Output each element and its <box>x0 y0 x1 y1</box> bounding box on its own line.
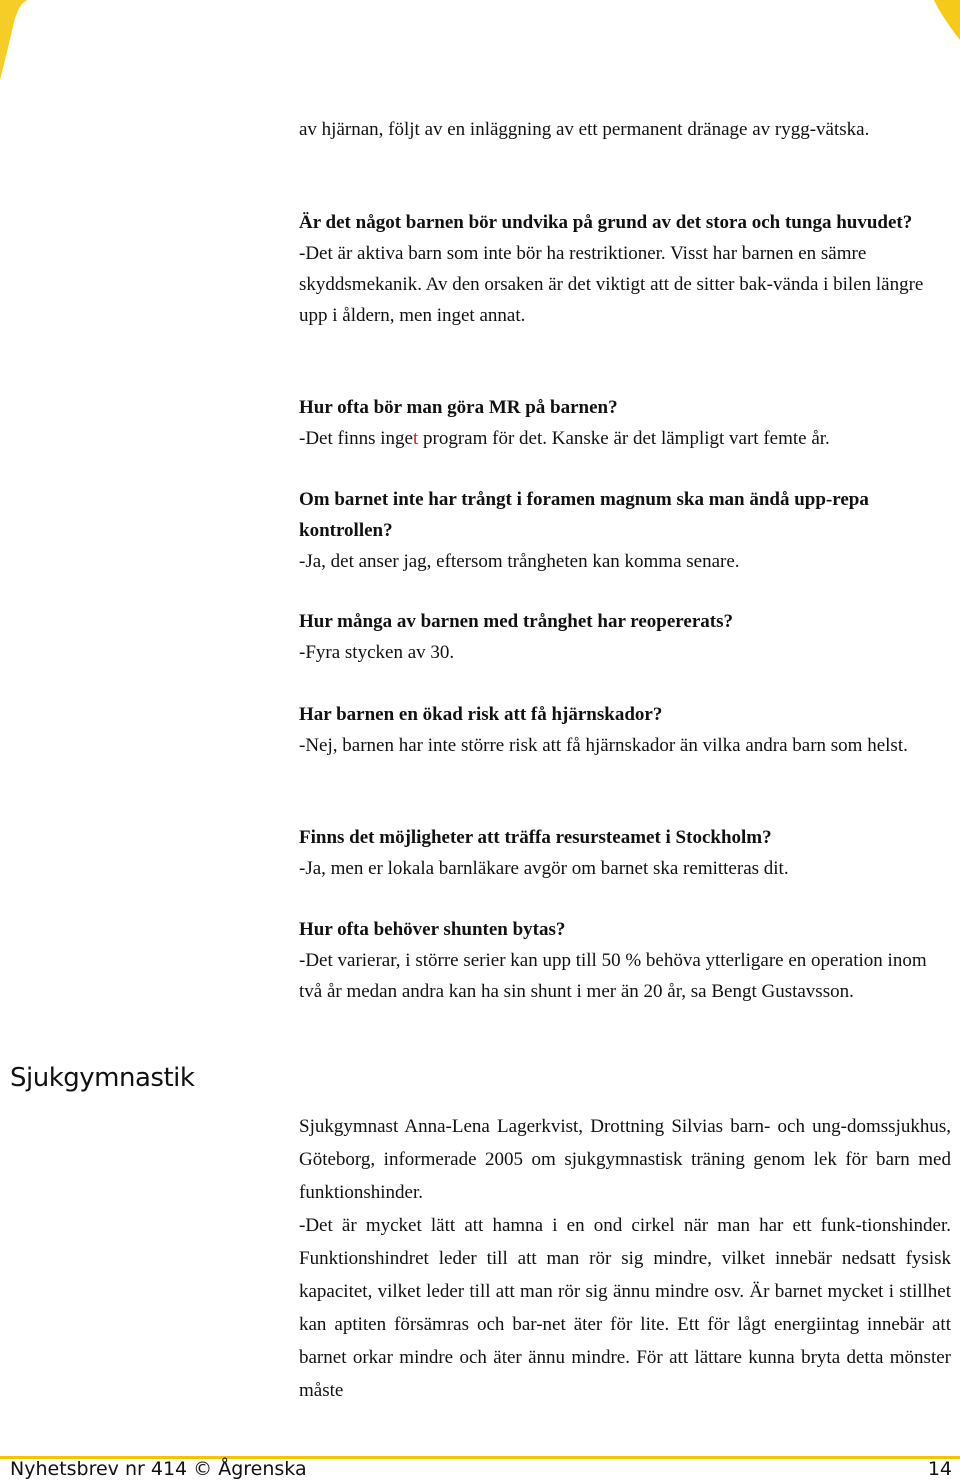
question: Hur ofta bör man göra MR på barnen? <box>299 397 618 418</box>
section-heading: Sjukgymnastik <box>10 1063 195 1093</box>
qa-item-1 <box>299 207 951 331</box>
page-number: 14 <box>927 1458 952 1480</box>
qa-item-4 <box>299 606 951 668</box>
section-paragraph-2: -Det är mycket lätt att hamna i en ond cirkel när man har ett funk-tionshinder. Funktionshindret leder till att man rör sig mindre, vilket innebär nedsatt fysisk kapacitet, vilket leder till att man rör sig ännu mindre osv. Är barnet mycket i stillhet kan aptiten försämras och bar-net äter för lite. Ett för lågt energiintag innebär att barnet orkar mindre och äter ännu mindre. För att lättare kunna bryta detta mönster måste <box>299 1215 951 1401</box>
footer-publication: Nyhetsbrev nr 414 © Ågrenska <box>10 1458 307 1480</box>
answer: -Nej, barnen har inte större risk att få hjärnskador än vilka andra barn som helst. <box>299 735 908 756</box>
question: Hur många av barnen med trånghet har reopererats? <box>299 611 733 632</box>
highlight-letter: t <box>412 428 419 449</box>
intro-line: av hjärnan, följt av en inläggning av ett permanent dränage av rygg-vätska. <box>299 119 870 140</box>
qa-item-2 <box>299 392 951 454</box>
answer: -Ja, det anser jag, eftersom trångheten kan komma senare. <box>299 551 740 572</box>
answer: -Fyra stycken av 30. <box>299 642 455 663</box>
question: Finns det möjligheter att träffa resursteamet i Stockholm? <box>299 827 772 848</box>
section-body <box>299 1110 951 1407</box>
answer: -Det varierar, i större serier kan upp till 50 % behöva ytterligare en operation inom två år medan andra kan ha sin shunt i mer än 20 år, sa Bengt Gustavsson. <box>299 950 927 1002</box>
corner-decoration <box>0 0 960 90</box>
section-paragraph-1: Sjukgymnast Anna-Lena Lagerkvist, Drottning Silvias barn- och ung-domssjukhus, Göteborg, informerade 2005 om sjukgymnastisk träning genom lek för barn med funktionshinder. <box>299 1116 951 1203</box>
qa-item-7 <box>299 914 951 1007</box>
answer: -Det är aktiva barn som inte bör ha restriktioner. Visst har barnen en sämre skyddsmekanik. Av den orsaken är det viktigt att de sitter bak-vända i bilen längre upp i åldern, men inget annat. <box>299 243 924 326</box>
question: Har barnen en ökad risk att få hjärnskador? <box>299 704 663 725</box>
answer: -Ja, men er lokala barnläkare avgör om barnet ska remitteras dit. <box>299 858 789 879</box>
qa-item-6 <box>299 822 951 884</box>
question: Är det något barnen bör undvika på grund av det stora och tunga huvudet? <box>299 212 913 233</box>
answer: -Det finns inget program för det. Kanske är det lämpligt vart femte år. <box>299 428 830 449</box>
question: Hur ofta behöver shunten bytas? <box>299 919 566 940</box>
intro-text <box>299 114 951 145</box>
question: Om barnet inte har trångt i foramen magnum ska man ändå upp-repa kontrollen? <box>299 489 869 541</box>
qa-item-5 <box>299 699 951 761</box>
qa-item-3 <box>299 484 951 577</box>
